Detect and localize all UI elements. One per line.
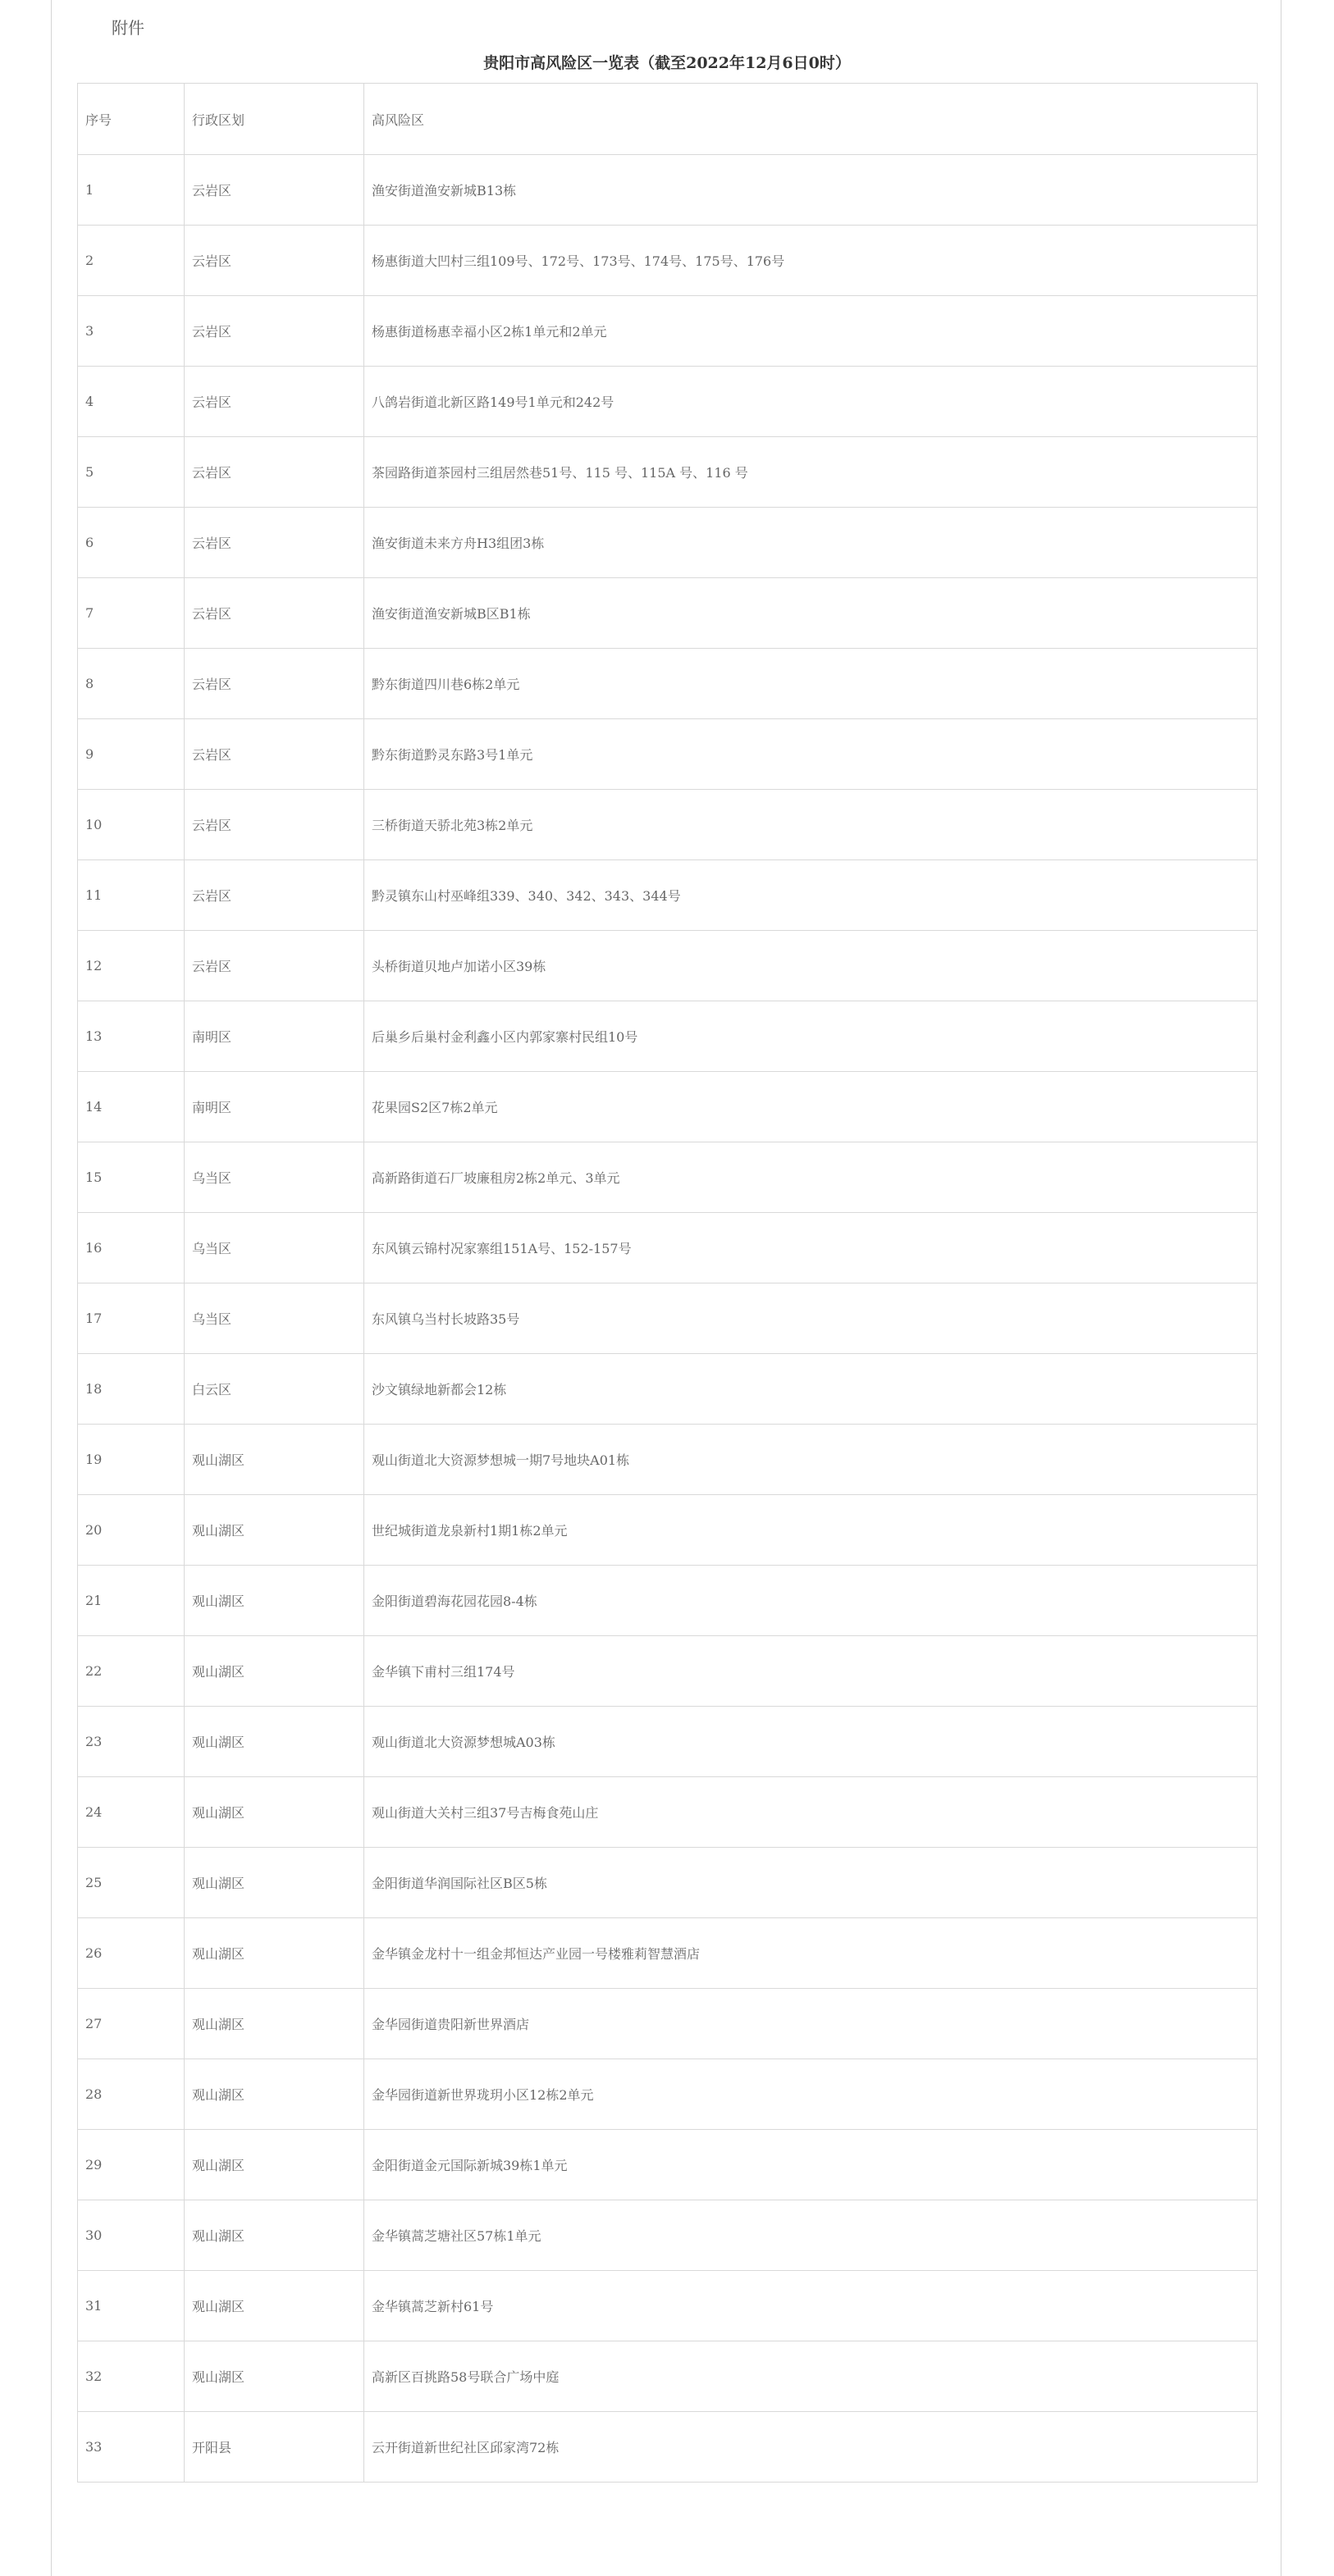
cell-area: 杨惠街道大凹村三组109号、172号、173号、174号、175号、176号 (364, 226, 1258, 296)
cell-index: 19 (78, 1425, 185, 1495)
cell-area: 金华园街道新世界珑玥小区12栋2单元 (364, 2059, 1258, 2130)
header-cell-district: 行政区划 (185, 84, 364, 155)
cell-index: 33 (78, 2412, 185, 2483)
cell-index: 9 (78, 719, 185, 790)
cell-district: 白云区 (185, 1354, 364, 1425)
cell-index: 14 (78, 1072, 185, 1142)
table-row (78, 437, 1258, 508)
cell-index: 12 (78, 931, 185, 1001)
cell-district: 云岩区 (185, 155, 364, 226)
table-row (78, 1636, 1258, 1707)
cell-index: 17 (78, 1283, 185, 1354)
cell-index: 29 (78, 2130, 185, 2200)
cell-area: 金华园街道贵阳新世界酒店 (364, 1989, 1258, 2059)
cell-district: 云岩区 (185, 578, 364, 649)
cell-district: 乌当区 (185, 1283, 364, 1354)
table-row (78, 1495, 1258, 1566)
cell-district: 南明区 (185, 1001, 364, 1072)
cell-district: 观山湖区 (185, 1848, 364, 1918)
cell-area: 茶园路街道茶园村三组居然巷51号、115 号、115A 号、116 号 (364, 437, 1258, 508)
table-row (78, 1918, 1258, 1989)
cell-area: 世纪城街道龙泉新村1期1栋2单元 (364, 1495, 1258, 1566)
cell-index: 5 (78, 437, 185, 508)
cell-district: 云岩区 (185, 860, 364, 931)
table-body (78, 84, 1258, 2483)
table-row (78, 1707, 1258, 1777)
table-row (78, 649, 1258, 719)
cell-area: 金华镇金龙村十一组金邦恒达产业园一号楼雅莉智慧酒店 (364, 1918, 1258, 1989)
high-risk-area-table (77, 83, 1258, 2483)
cell-area: 金阳街道华润国际社区B区5栋 (364, 1848, 1258, 1918)
cell-index: 31 (78, 2271, 185, 2341)
cell-index: 1 (78, 155, 185, 226)
cell-area: 头桥街道贝地卢加诺小区39栋 (364, 931, 1258, 1001)
cell-area: 观山街道大关村三组37号吉梅食苑山庄 (364, 1777, 1258, 1848)
table-row (78, 1283, 1258, 1354)
cell-area: 渔安街道未来方舟H3组团3栋 (364, 508, 1258, 578)
cell-district: 观山湖区 (185, 1918, 364, 1989)
cell-district: 乌当区 (185, 1142, 364, 1213)
cell-area: 后巢乡后巢村金利鑫小区内郭家寨村民组10号 (364, 1001, 1258, 1072)
cell-index: 8 (78, 649, 185, 719)
table-row (78, 931, 1258, 1001)
cell-district: 观山湖区 (185, 2341, 364, 2412)
table-row (78, 226, 1258, 296)
table-row (78, 1142, 1258, 1213)
cell-index: 11 (78, 860, 185, 931)
table-title: 贵阳市高风险区一览表（截至2022年12月6日0时） (483, 54, 851, 72)
table-row (78, 860, 1258, 931)
cell-district: 观山湖区 (185, 2271, 364, 2341)
cell-area: 金华镇蒿芝塘社区57栋1单元 (364, 2200, 1258, 2271)
cell-area: 八鸽岩街道北新区路149号1单元和242号 (364, 367, 1258, 437)
cell-area: 高新区百挑路58号联合广场中庭 (364, 2341, 1258, 2412)
cell-area: 渔安街道渔安新城B区B1栋 (364, 578, 1258, 649)
cell-area: 杨惠街道杨惠幸福小区2栋1单元和2单元 (364, 296, 1258, 367)
cell-index: 13 (78, 1001, 185, 1072)
cell-area: 高新路街道石厂坡廉租房2栋2单元、3单元 (364, 1142, 1258, 1213)
cell-district: 观山湖区 (185, 2130, 364, 2200)
cell-district: 云岩区 (185, 649, 364, 719)
table-row (78, 1777, 1258, 1848)
cell-index: 20 (78, 1495, 185, 1566)
cell-district: 观山湖区 (185, 1636, 364, 1707)
cell-area: 观山街道北大资源梦想城A03栋 (364, 1707, 1258, 1777)
cell-area: 金阳街道金元国际新城39栋1单元 (364, 2130, 1258, 2200)
cell-index: 6 (78, 508, 185, 578)
cell-area: 云开街道新世纪社区邱家湾72栋 (364, 2412, 1258, 2483)
table-row (78, 1072, 1258, 1142)
cell-district: 云岩区 (185, 931, 364, 1001)
cell-area: 观山街道北大资源梦想城一期7号地块A01栋 (364, 1425, 1258, 1495)
table-row (78, 2271, 1258, 2341)
table-row (78, 719, 1258, 790)
cell-area: 沙文镇绿地新都会12栋 (364, 1354, 1258, 1425)
cell-index: 16 (78, 1213, 185, 1283)
cell-district: 乌当区 (185, 1213, 364, 1283)
table-row (78, 1848, 1258, 1918)
cell-area: 黔东街道四川巷6栋2单元 (364, 649, 1258, 719)
cell-area: 渔安街道渔安新城B13栋 (364, 155, 1258, 226)
table-row (78, 1566, 1258, 1636)
cell-district: 观山湖区 (185, 1777, 364, 1848)
cell-index: 28 (78, 2059, 185, 2130)
cell-index: 26 (78, 1918, 185, 1989)
header-cell-area: 高风险区 (364, 84, 1258, 155)
cell-district: 观山湖区 (185, 1707, 364, 1777)
attachment-label: 附件 (112, 18, 144, 38)
cell-area: 金华镇下甫村三组174号 (364, 1636, 1258, 1707)
cell-area: 黔灵镇东山村巫峰组339、340、342、343、344号 (364, 860, 1258, 931)
cell-district: 云岩区 (185, 296, 364, 367)
table-row (78, 1354, 1258, 1425)
cell-district: 云岩区 (185, 437, 364, 508)
cell-district: 观山湖区 (185, 1989, 364, 2059)
cell-area: 三桥街道天骄北苑3栋2单元 (364, 790, 1258, 860)
table-row (78, 1001, 1258, 1072)
table-header-row (78, 84, 1258, 155)
cell-area: 花果园S2区7栋2单元 (364, 1072, 1258, 1142)
cell-index: 3 (78, 296, 185, 367)
cell-index: 10 (78, 790, 185, 860)
cell-district: 观山湖区 (185, 2059, 364, 2130)
table-row (78, 2130, 1258, 2200)
table-row (78, 2412, 1258, 2483)
cell-area: 金华镇蒿芝新村61号 (364, 2271, 1258, 2341)
cell-index: 7 (78, 578, 185, 649)
cell-index: 30 (78, 2200, 185, 2271)
table-row (78, 155, 1258, 226)
cell-district: 云岩区 (185, 508, 364, 578)
table-row (78, 367, 1258, 437)
cell-area: 东风镇乌当村长坡路35号 (364, 1283, 1258, 1354)
cell-district: 观山湖区 (185, 1495, 364, 1566)
cell-district: 观山湖区 (185, 1425, 364, 1495)
cell-index: 23 (78, 1707, 185, 1777)
header-cell-index: 序号 (78, 84, 185, 155)
cell-district: 开阳县 (185, 2412, 364, 2483)
cell-district: 云岩区 (185, 719, 364, 790)
table-row (78, 2341, 1258, 2412)
table-row (78, 1989, 1258, 2059)
cell-area: 黔东街道黔灵东路3号1单元 (364, 719, 1258, 790)
table-row (78, 790, 1258, 860)
cell-district: 云岩区 (185, 790, 364, 860)
table-row (78, 2059, 1258, 2130)
table-row (78, 1213, 1258, 1283)
cell-index: 32 (78, 2341, 185, 2412)
cell-district: 观山湖区 (185, 1566, 364, 1636)
cell-index: 2 (78, 226, 185, 296)
cell-index: 25 (78, 1848, 185, 1918)
cell-index: 21 (78, 1566, 185, 1636)
cell-district: 观山湖区 (185, 2200, 364, 2271)
table-row (78, 2200, 1258, 2271)
table-row (78, 1425, 1258, 1495)
cell-index: 22 (78, 1636, 185, 1707)
cell-index: 27 (78, 1989, 185, 2059)
cell-area: 东风镇云锦村况家寨组151A号、152-157号 (364, 1213, 1258, 1283)
cell-index: 24 (78, 1777, 185, 1848)
table-row (78, 296, 1258, 367)
cell-area: 金阳街道碧海花园花园8-4栋 (364, 1566, 1258, 1636)
cell-district: 南明区 (185, 1072, 364, 1142)
cell-index: 15 (78, 1142, 185, 1213)
cell-index: 4 (78, 367, 185, 437)
cell-district: 云岩区 (185, 367, 364, 437)
cell-district: 云岩区 (185, 226, 364, 296)
cell-index: 18 (78, 1354, 185, 1425)
table-row (78, 508, 1258, 578)
table-row (78, 578, 1258, 649)
